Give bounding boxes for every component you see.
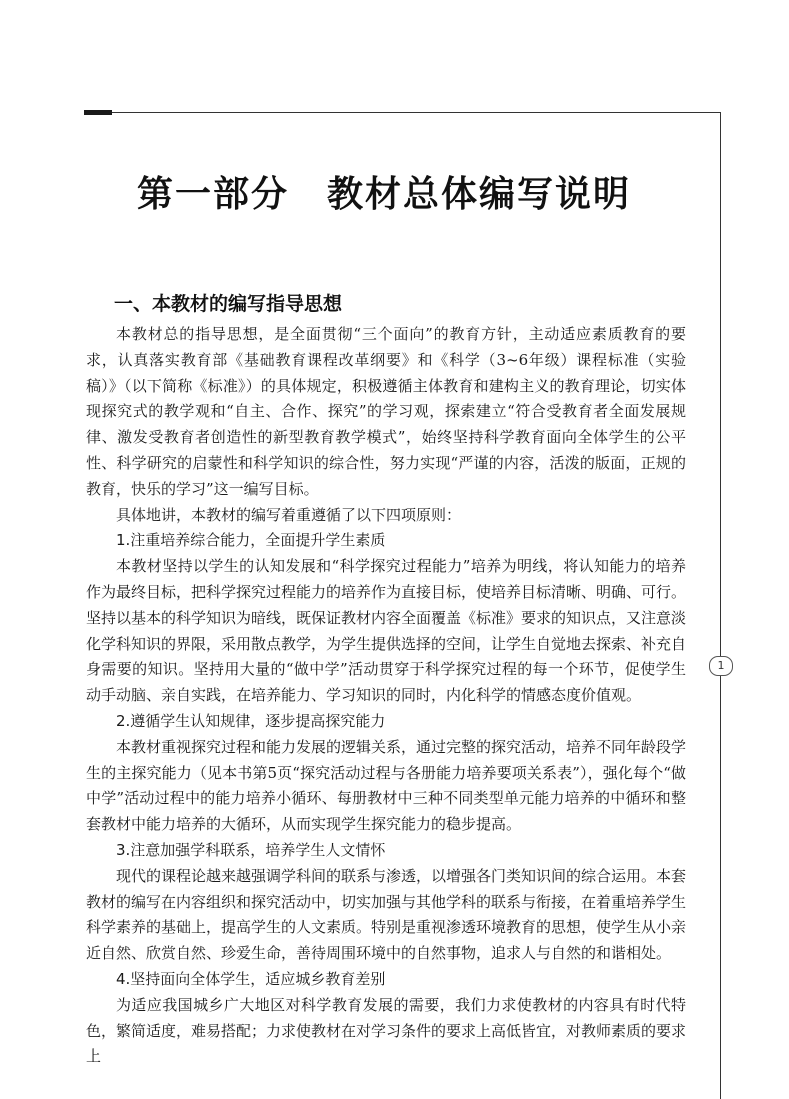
- right-margin-line: [720, 112, 721, 1099]
- principle-heading: 4.坚持面向全体学生，适应城乡教育差别: [116, 969, 386, 988]
- part-title: 第一部分 教材总体编写说明: [136, 174, 631, 215]
- paragraph: 为适应我国城乡广大地区对科学教育发展的需要，我们力求使教材的内容具有时代特色，繁简适度，难易搭配；力求使教材在对学习条件的要求上高低皆宜，对教师素质的要求上: [86, 995, 687, 1066]
- section-content: [86, 290, 686, 1070]
- page-number: 1: [709, 656, 733, 676]
- paragraph: 本教材总的指导思想，是全面贯彻“三个面向”的教育方针，主动适应素质教育的要求，认真落实教育部《基础教育课程改革纲要》和《科学（3~6年级）课程标准（实验稿）》（以下简称《标准》）的具体规定，积极遵循主体教育和建构主义的教育理论，切实体现探究式的教学观和“自主、合作、探究”的学习观，探索建立“符合受教育者全面发展规律、激发受教育者创造性的新型教育教学模式”，始终坚持科学教育面向全体学生的公平性、科学研究的启蒙性和科学知识的综合性，努力实现“严谨的内容，活泼的版面，正规的教育，快乐的学习”这一编写目标。: [86, 325, 686, 498]
- header-bar-mark: [84, 110, 112, 115]
- section-title: 一、本教材的编写指导思想: [114, 293, 343, 315]
- top-rule-line: [112, 112, 721, 113]
- principle-heading: 1.注重培养综合能力，全面提升学生素质: [116, 531, 386, 550]
- paragraph: 现代的课程论越来越强调学科间的联系与渗透，以增强各门类知识间的综合运用。本套教材的编写在内容组织和探究活动中，切实加强与其他学科的联系与衔接，在着重培养学生科学素养的基础上，提高学生的人文素质。特别是重视渗透环境教育的思想，使学生从小亲近自然、欣赏自然、珍爱生命，善待周围环境中的自然事物，追求人与自然的和谐相处。: [86, 866, 687, 963]
- paragraph: 本教材坚持以学生的认知发展和“科学探究过程能力”培养为明线，将认知能力的培养作为最终目标，把科学探究过程能力的培养作为直接目标，使培养目标清晰、明确、可行。坚持以基本的科学知识为暗线，既保证教材内容全面覆盖《标准》要求的知识点，又注意淡化学科知识的界限，采用散点教学，为学生提供选择的空间，让学生自觉地去探索、补充自身需要的知识。坚持用大量的“做中学”活动贯穿于科学探究过程的每一个环节，促使学生动手动脑、亲自实践，在培养能力、学习知识的同时，内化科学的情感态度价值观。: [86, 557, 687, 705]
- principle-heading: 2.遵循学生认知规律，逐步提高探究能力: [116, 711, 386, 730]
- paragraph: 本教材重视探究过程和能力发展的逻辑关系，通过完整的探究活动，培养不同年龄段学生的主探究能力（见本书第5页“探究活动过程与各册能力培养要项关系表”），强化每个“做中学”活动过程中的能力培养小循环、每册教材中三种不同类型单元能力培养的中循环和整套教材中能力培养的大循环，从而实现学生探究能力的稳步提高。: [86, 737, 687, 834]
- principle-heading: 3.注意加强学科联系，培养学生人文情怀: [116, 840, 386, 859]
- paragraph: 具体地讲，本教材的编写着重遵循了以下四项原则：: [116, 505, 462, 524]
